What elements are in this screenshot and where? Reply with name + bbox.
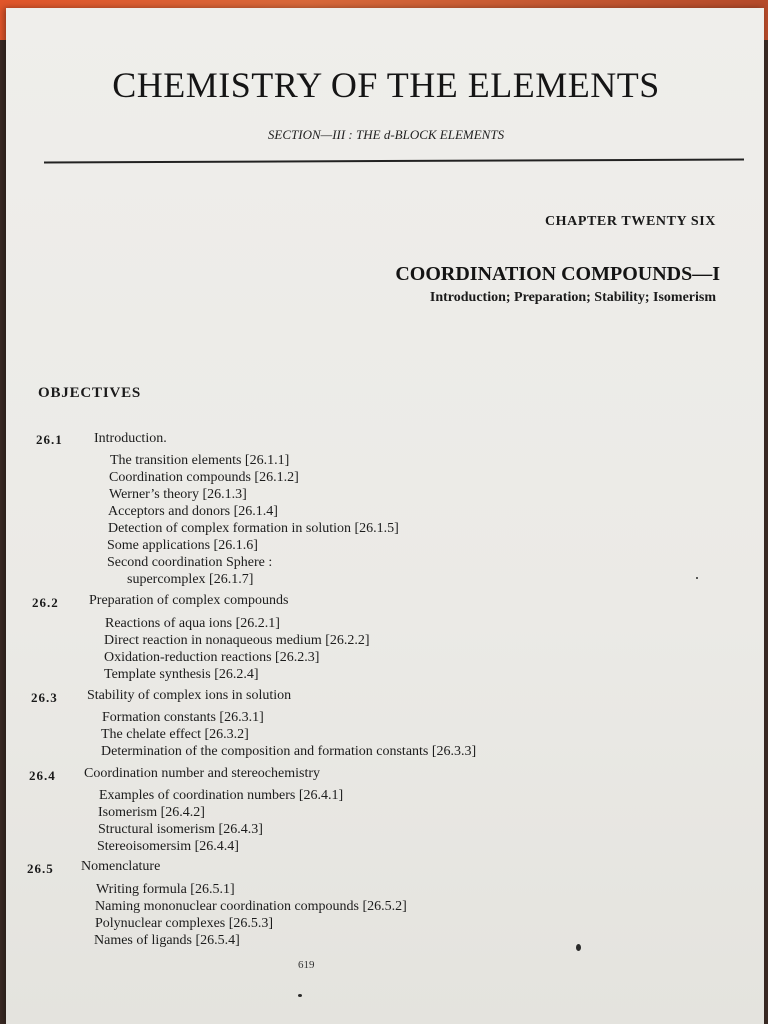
section-number: 26.4: [29, 768, 56, 783]
ink-speck: [298, 994, 302, 997]
list-item: Direct reaction in nonaqueous medium [26.2.2]: [104, 633, 370, 648]
chapter-title: COORDINATION COMPOUNDS—I: [395, 263, 720, 285]
section-heading: SECTION—III : THE d-BLOCK ELEMENTS: [267, 127, 505, 142]
list-item: Naming mononuclear coordination compounds [26.5.2]: [95, 899, 407, 914]
book-title: CHEMISTRY OF THE ELEMENTS: [112, 65, 660, 105]
list-item: Acceptors and donors [26.1.4]: [108, 504, 278, 519]
section-number: 26.1: [36, 432, 63, 447]
list-item: Examples of coordination numbers [26.4.1]: [99, 788, 344, 803]
list-item: Stereoisomersim [26.4.4]: [97, 839, 239, 854]
list-item: Polynuclear complexes [26.5.3]: [95, 916, 274, 931]
section-title: Nomenclature: [81, 859, 161, 874]
section-number: 26.3: [31, 690, 58, 705]
book-page: [6, 8, 764, 1024]
list-item: Coordination compounds [26.1.2]: [109, 470, 299, 485]
list-item: Structural isomerism [26.4.3]: [98, 822, 263, 837]
page-number: 619: [298, 959, 315, 971]
chapter-subtitle: Introduction; Preparation; Stability; Isomerism: [429, 290, 716, 305]
list-item: The transition elements [26.1.1]: [110, 453, 290, 468]
list-item: Reactions of aqua ions [26.2.1]: [105, 616, 280, 631]
list-item: Detection of complex formation in solution [26.1.5]: [108, 521, 399, 536]
header-rule: [44, 158, 744, 163]
list-item: Determination of the composition and formation constants [26.3.3]: [101, 744, 477, 759]
list-item: supercomplex [26.1.7]: [127, 572, 254, 587]
section-number: 26.5: [27, 861, 54, 876]
section-title: Coordination number and stereochemistry: [84, 766, 320, 781]
section-title: Stability of complex ions in solution: [87, 688, 292, 703]
list-item: Template synthesis [26.2.4]: [104, 667, 259, 682]
section-title: Introduction.: [94, 431, 167, 446]
chapter-label: CHAPTER TWENTY SIX: [544, 214, 716, 229]
list-item: Isomerism [26.4.2]: [98, 805, 205, 820]
ink-speck: [576, 944, 581, 951]
list-item: Formation constants [26.3.1]: [102, 710, 264, 725]
list-item: Names of ligands [26.5.4]: [94, 933, 240, 948]
list-item: Werner’s theory [26.1.3]: [109, 487, 247, 502]
section-title: Preparation of complex compounds: [89, 593, 289, 608]
objectives-heading: OBJECTIVES: [38, 385, 142, 401]
section-number: 26.2: [32, 595, 59, 610]
list-item: The chelate effect [26.3.2]: [101, 727, 249, 742]
ink-speck: [696, 577, 698, 579]
list-item: Second coordination Sphere :: [107, 555, 273, 570]
list-item: Some applications [26.1.6]: [107, 538, 258, 553]
list-item: Writing formula [26.5.1]: [96, 882, 235, 897]
list-item: Oxidation-reduction reactions [26.2.3]: [104, 650, 320, 665]
